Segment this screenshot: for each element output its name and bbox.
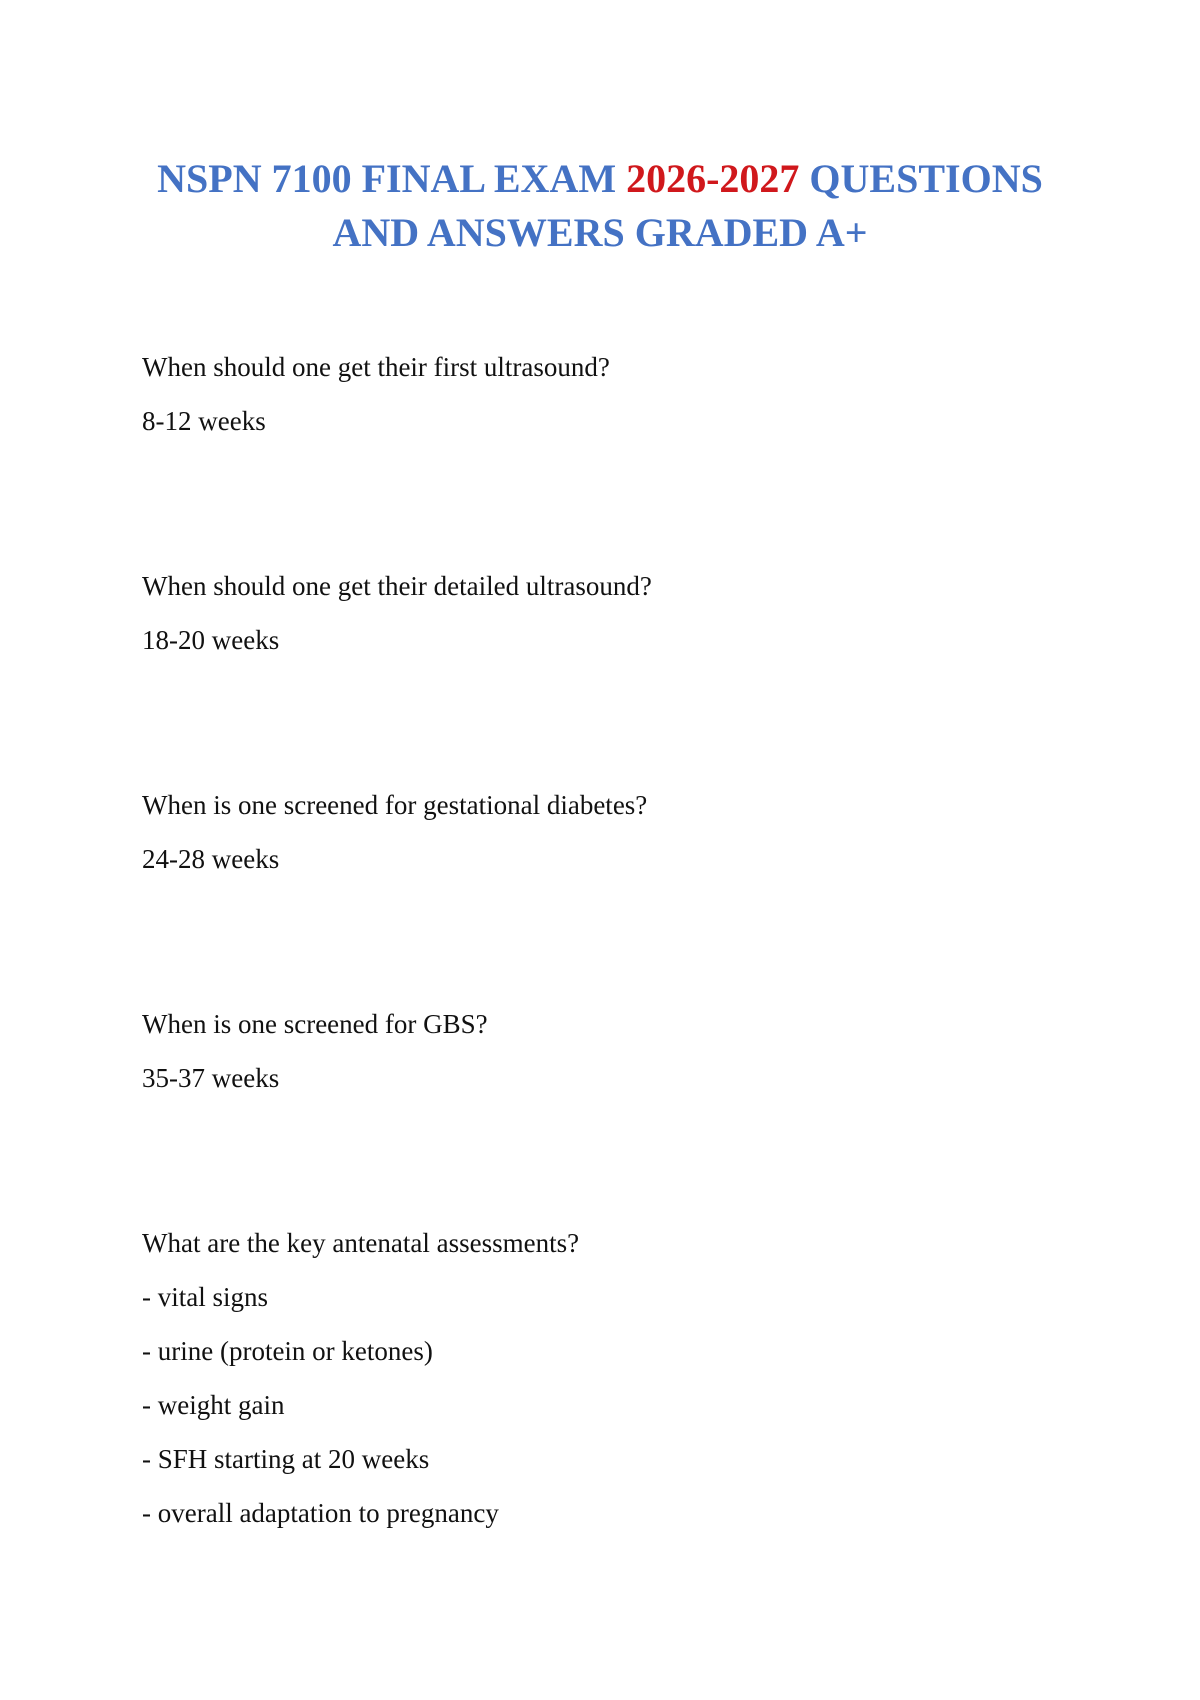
- question-text: When is one screened for GBS?: [142, 1009, 488, 1039]
- answer-list-item: - SFH starting at 20 weeks: [142, 1444, 430, 1474]
- question-text: When should one get their first ultrasound?: [142, 352, 610, 382]
- question-text: What are the key antenatal assessments?: [142, 1228, 580, 1258]
- title-part-2: QUESTIONS AND ANSWERS GRADED A+: [332, 156, 1043, 255]
- answer-text: 8-12 weeks: [142, 406, 266, 436]
- answer-text: 18-20 weeks: [142, 625, 280, 655]
- qa-block: [142, 1216, 1042, 1540]
- answer-list-item: - overall adaptation to pregnancy: [142, 1498, 499, 1528]
- qa-block: [142, 778, 1042, 886]
- answer-list-item: - urine (protein or ketones): [142, 1336, 433, 1366]
- answer-list-item: - weight gain: [142, 1390, 285, 1420]
- answer-list-item: - vital signs: [142, 1282, 268, 1312]
- document-title: [120, 152, 1080, 260]
- answer-text: 24-28 weeks: [142, 844, 280, 874]
- qa-block: [142, 340, 1042, 448]
- qa-block: [142, 559, 1042, 667]
- question-text: When should one get their detailed ultrasound?: [142, 571, 652, 601]
- qa-block: [142, 997, 1042, 1105]
- title-part-1: NSPN 7100 FINAL EXAM: [157, 156, 617, 201]
- title-year: 2026-2027: [626, 156, 800, 201]
- answer-text: 35-37 weeks: [142, 1063, 280, 1093]
- question-text: When is one screened for gestational diabetes?: [142, 790, 648, 820]
